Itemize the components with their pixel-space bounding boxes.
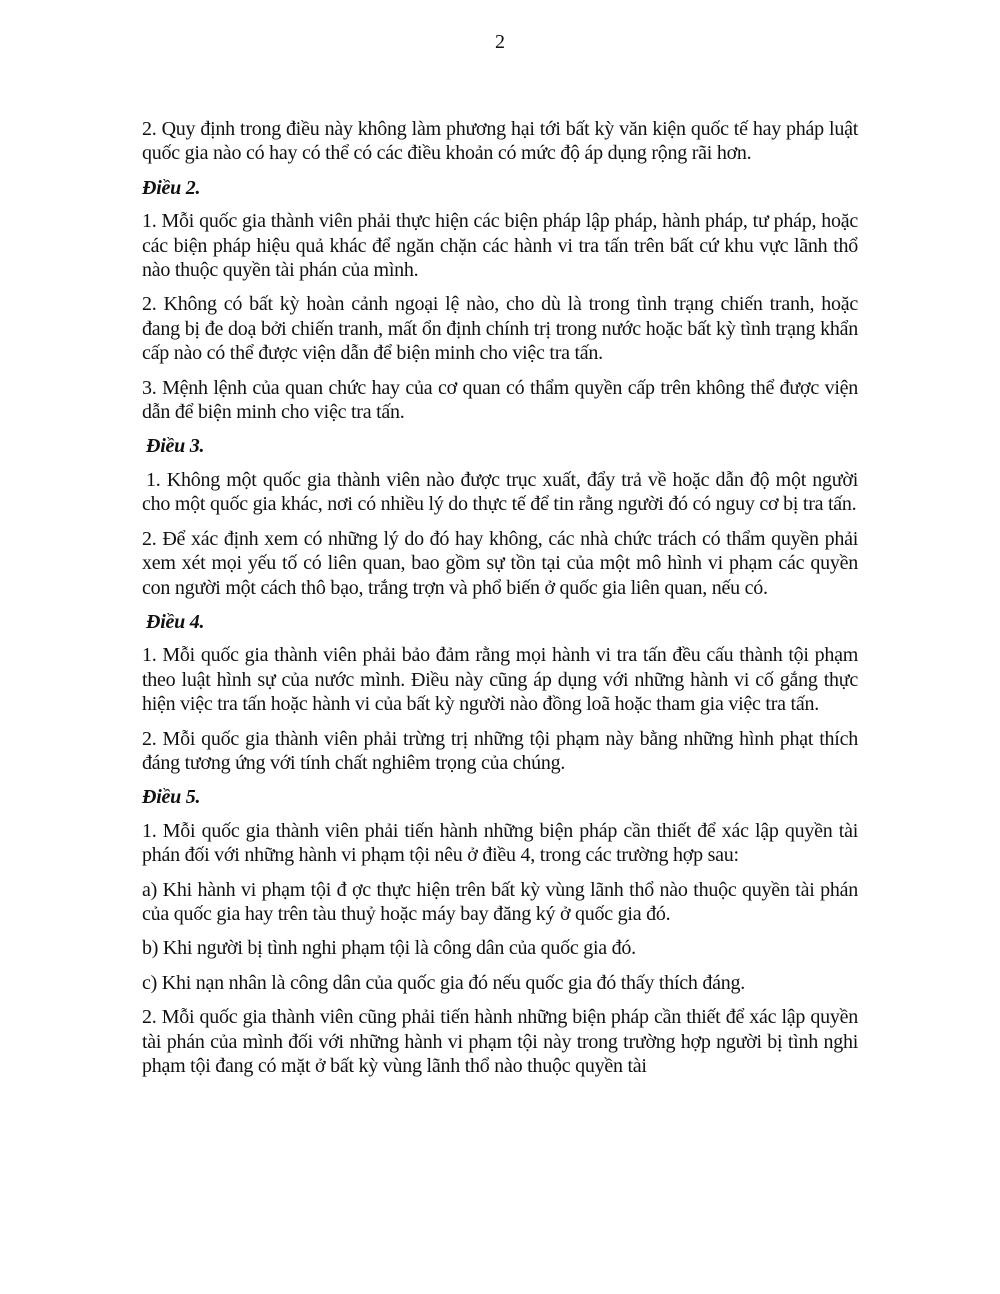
article-heading: Điều 3.	[146, 435, 205, 458]
paragraph: a) Khi hành vi phạm tội đ ợc thực hiện trên bất kỳ vùng lãnh thổ nào thuộc quyền tài phán của quốc gia hay trên tàu thuỷ hoặc máy bay đăng ký ở quốc gia đó.	[142, 878, 858, 925]
article-heading: Điều 5.	[142, 786, 201, 809]
article-heading: Điều 2.	[142, 176, 201, 199]
paragraph: 1. Không một quốc gia thành viên nào được trục xuất, đẩy trả về hoặc dẫn độ một người cho một quốc gia khác, nơi có nhiều lý do thực tế để tin rằng người đó có nguy cơ bị tra tấn.	[142, 468, 858, 516]
paragraph: c) Khi nạn nhân là công dân của quốc gia đó nếu quốc gia đó thấy thích đáng.	[142, 971, 746, 994]
paragraph: 1. Mỗi quốc gia thành viên phải thực hiện các biện pháp lập pháp, hành pháp, tư pháp, hoặc các biện pháp hiệu quả khác để ngăn chặn các hành vi tra tấn trên bất cứ khu vực lãnh thổ nào thuộc quyền tài phán của mình.	[142, 210, 858, 282]
paragraph: b) Khi người bị tình nghi phạm tội là công dân của quốc gia đó.	[142, 937, 636, 960]
document-body	[142, 117, 858, 1088]
paragraph: 2. Để xác định xem có những lý do đó hay không, các nhà chức trách có thẩm quyền phải xem xét mọi yếu tố có liên quan, bao gồm sự tồn tại của một mô hình vi phạm các quyền con người một cách thô bạo, trắng trợn và phổ biến ở quốc gia liên quan, nếu có.	[142, 527, 858, 599]
paragraph: 2. Mỗi quốc gia thành viên cũng phải tiến hành những biện pháp cần thiết để xác lập quyền tài phán của mình đối với những hành vi phạm tội này trong trường hợp người bị tình nghi phạm tội đang có mặt ở bất kỳ vùng lãnh thổ nào thuộc quyền tài	[142, 1006, 858, 1077]
page-number: 2	[495, 31, 505, 53]
paragraph: 1. Mỗi quốc gia thành viên phải tiến hành những biện pháp cần thiết để xác lập quyền tài phán đối với những hành vi phạm tội nêu ở điều 4, trong các trường hợp sau:	[142, 819, 858, 867]
paragraph: 2. Không có bất kỳ hoàn cảnh ngoại lệ nào, cho dù là trong tình trạng chiến tranh, hoặc đang bị đe doạ bởi chiến tranh, mất ổn định chính trị trong nước hoặc bất kỳ tình trạng khẩn cấp nào có thể được viện dẫn để biện minh cho việc tra tấn.	[142, 293, 858, 365]
paragraph: 2. Quy định trong điều này không làm phương hại tới bất kỳ văn kiện quốc tế hay pháp luật quốc gia nào có hay có thể có các điều khoản có mức độ áp dụng rộng rãi hơn.	[142, 118, 858, 165]
paragraph: 3. Mệnh lệnh của quan chức hay của cơ quan có thẩm quyền cấp trên không thể được viện dẫn để biện minh cho việc tra tấn.	[142, 376, 858, 424]
paragraph: 1. Mỗi quốc gia thành viên phải bảo đảm rằng mọi hành vi tra tấn đều cấu thành tội phạm theo luật hình sự của nước mình. Điều này cũng áp dụng với những hành vi cố gắng thực hiện việc tra tấn hoặc hành vi của bất kỳ người nào đồng loã hoặc tham gia việc tra tấn.	[142, 644, 858, 716]
article-heading: Điều 4.	[146, 610, 205, 633]
paragraph: 2. Mỗi quốc gia thành viên phải trừng trị những tội phạm này bằng những hình phạt thích đáng tương ứng với tính chất nghiêm trọng của chúng.	[142, 727, 858, 774]
